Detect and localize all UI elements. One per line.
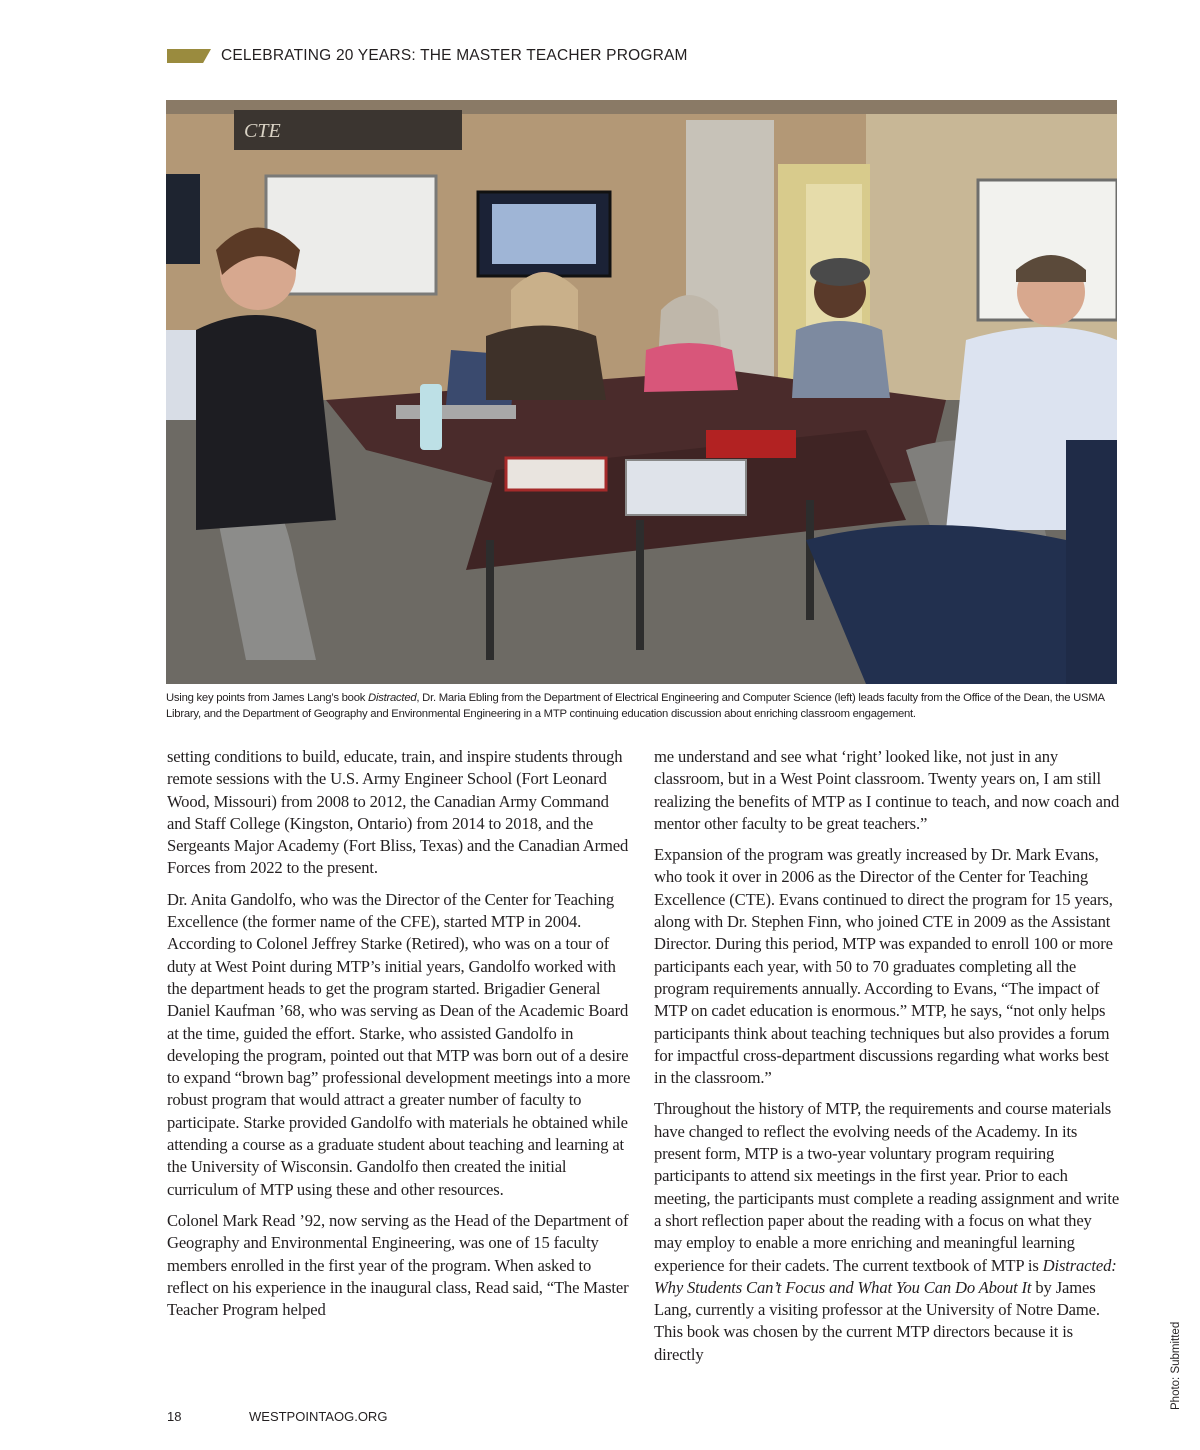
caption-book-title: Distracted	[368, 692, 417, 704]
photo-credit-container	[1168, 1290, 1188, 1410]
paragraph: Throughout the history of MTP, the requirements and course materials have changed to reflect the evolving needs of the Academy. In its present form, MTP is a two-year voluntary program requiring participants to attend six meetings in the first year. Prior to each meeting, the participants must complete a reading assignment and write a short reflection paper about the reading with a focus on what they may employ to enable a more enriching and meaningful learning experience for their cadets. The current textbook of MTP is Distracted: Why Students Can’t Focus and What You Can Do About It by James Lang, currently a visiting professor at the University of Notre Dame. This book was chosen by the current MTP directors because it is directly	[654, 1099, 1120, 1364]
header-accent-bar	[167, 49, 211, 63]
page-number: 18	[167, 1409, 182, 1424]
paragraph: me understand and see what ‘right’ looked like, not just in any classroom, but in a West Point classroom. Twenty years on, I am still realizing the benefits of MTP as I continue to teach, and now coach and mentor other faculty to be great teachers.”	[654, 747, 1120, 833]
paragraph: Expansion of the program was greatly increased by Dr. Mark Evans, who took it over in 2006 as the Director of the Center for Teaching Excellence (CTE). Evans continued to direct the program for 15 years, along with Dr. Stephen Finn, who joined CTE in 2009 as the Assistant Director. During this period, MTP was expanded to enroll 100 or more participants each year, with 50 to 70 graduates completing all the program requirements annually. According to Evans, “The impact of MTP on cadet education is enormous.” MTP, he says, “not only helps participants think about teaching techniques but also provides a forum for impactful cross-department discussions regarding what works best in the classroom.”	[654, 845, 1113, 1088]
paragraph: Dr. Anita Gandolfo, who was the Director of the Center for Teaching Excellence (the former name of the CFE), started MTP in 2004. According to Colonel Jeffrey Starke (Retired), who was on a tour of duty at West Point during MTP’s initial years, Gandolfo worked with the department heads to get the program started. Brigadier General Daniel Kaufman ’68, who was serving as Dean of the Academic Board at the time, guided the effort. Starke, who assisted Gandolfo in developing the program, pointed out that MTP was born out of a desire to expand “brown bag” professional development meetings into a more robust program that would attract a greater number of faculty to participate. Starke provided Gandolfo with materials he obtained while attending a course as a graduate student about teaching and learning at the University of Wisconsin. Gandolfo then created the initial curriculum of MTP using these and other resources.	[167, 889, 631, 1199]
article-column-left	[167, 746, 635, 1330]
section-title: CELEBRATING 20 YEARS: THE MASTER TEACHER PROGRAM	[221, 47, 688, 64]
article-photo	[166, 100, 1117, 684]
sign-text: CTE	[244, 120, 281, 142]
photo-caption: Using key points from James Lang’s book Distracted, Dr. Maria Ebling from the Department of Electrical Engineering and Computer Science (left) leads faculty from the Office of the Dean, the USMA Library, and the Department of Geography and Environmental Engineering in a MTP continuing education discussion about enriching classroom engagement.	[166, 692, 1105, 720]
textbook-title: Distracted: Why Students Can’t Focus and What You Can Do About It	[654, 1255, 1117, 1297]
page-footer	[167, 1409, 387, 1424]
article-column-right	[654, 746, 1122, 1375]
photo-credit: Photo: Submitted	[1170, 1321, 1182, 1410]
paragraph: setting conditions to build, educate, train, and inspire students through remote sessions with the U.S. Army Engineer School (Fort Leonard Wood, Missouri) from 2008 to 2012, the Canadian Army Command and Staff College (Kingston, Ontario) from 2014 to 2018, and the Sergeants Major Academy (Fort Bliss, Texas) and the Canadian Armed Forces from 2022 to the present.	[167, 747, 629, 878]
footer-site-link[interactable]: WESTPOINTAOG.ORG	[249, 1409, 388, 1424]
classroom-scene-illustration	[166, 100, 1117, 684]
section-header	[167, 44, 688, 68]
paragraph: Colonel Mark Read ’92, now serving as the Head of the Department of Geography and Environmental Engineering, was one of 15 faculty members enrolled in the first year of the program. When asked to reflect on his experience in the inaugural class, Read said, “The Master Teacher Program helped	[167, 1210, 629, 1320]
